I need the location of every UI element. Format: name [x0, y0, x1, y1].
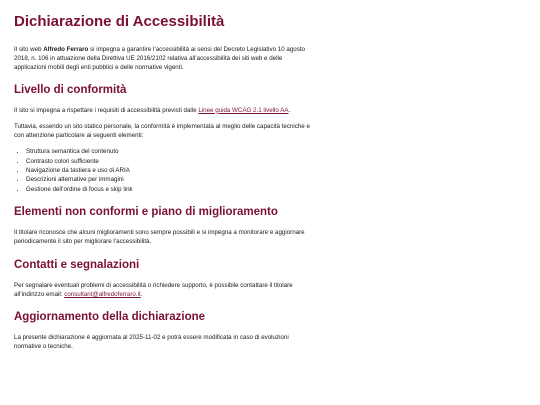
- section-update: [14, 310, 314, 351]
- section-conformity: [14, 83, 314, 195]
- wcag-guidelines-link[interactable]: Linee guida WCAG 2.1 livello AA: [198, 106, 289, 114]
- list-item: • Descrizioni alternative per immagini: [26, 175, 314, 184]
- contacts-heading: Contatti e segnalazioni: [14, 258, 140, 271]
- main-content: [14, 13, 314, 351]
- conformity-text: Il sito si impegna a rispettare i requisiti di accessibilità previsti dalle: [14, 106, 199, 114]
- conformity-heading: Livello di conformità: [14, 83, 127, 96]
- conformity-paragraph-2: Tuttavia, essendo un sito statico personale, la conformità è implementata al meglio delle capacità tecniche e con attenzione particolare ai seguenti elementi:: [14, 122, 310, 140]
- conformity-paragraph-1: [14, 106, 314, 115]
- section-nonconform: [14, 205, 314, 246]
- page-title: Dichiarazione di Accessibilità: [14, 13, 225, 30]
- list-item: • Struttura semantica del contenuto: [26, 147, 314, 156]
- list-item: • Navigazione da tastiera e uso di ARIA: [26, 166, 314, 175]
- nonconform-paragraph: Il titolare riconosce che alcuni miglioramenti sono sempre possibili e si impegna a monitorare e aggiornare periodicamente il sito per migliorare l’accessibilità.: [14, 229, 305, 246]
- conformity-text-end: .: [288, 106, 291, 114]
- conformity-list: [14, 147, 314, 194]
- contacts-text-end: .: [140, 290, 143, 298]
- contacts-paragraph: [14, 281, 314, 299]
- section-contacts: [14, 258, 314, 299]
- contacts-text: Per segnalare eventuali problemi di accessibilità o richiedere supporto, è possibile contattare il titolare all’indirizzo email:: [14, 281, 293, 298]
- nonconform-heading: Elementi non conformi e piano di miglioramento: [14, 206, 278, 219]
- intro-text-start: Il sito web: [14, 46, 44, 53]
- list-item: • Gestione dell’ordine di focus e skip link: [26, 185, 314, 194]
- intro-text-end: si impegna a garantire l’accessibilità ai sensi del Decreto Legislativo 10 agosto 2018, n. 106 in attuazione della Direttiva UE 2016/2102 relativa all’accessibilità dei siti web e delle applicazioni mobili degli enti pubblici e delle normative vigenti.: [14, 46, 305, 72]
- email-link[interactable]: consultant@alfredoferraro.it: [64, 290, 141, 298]
- update-paragraph: La presente dichiarazione è aggiornata al 2025-11-02 e potrà essere modificata in caso di evoluzioni normative o tecniche.: [14, 334, 289, 351]
- intro-paragraph: [14, 45, 314, 73]
- site-owner-name: Alfredo Ferraro: [43, 46, 89, 53]
- update-heading: Aggiornamento della dichiarazione: [14, 311, 206, 324]
- list-item: • Contrasto colori sufficiente: [26, 157, 314, 166]
